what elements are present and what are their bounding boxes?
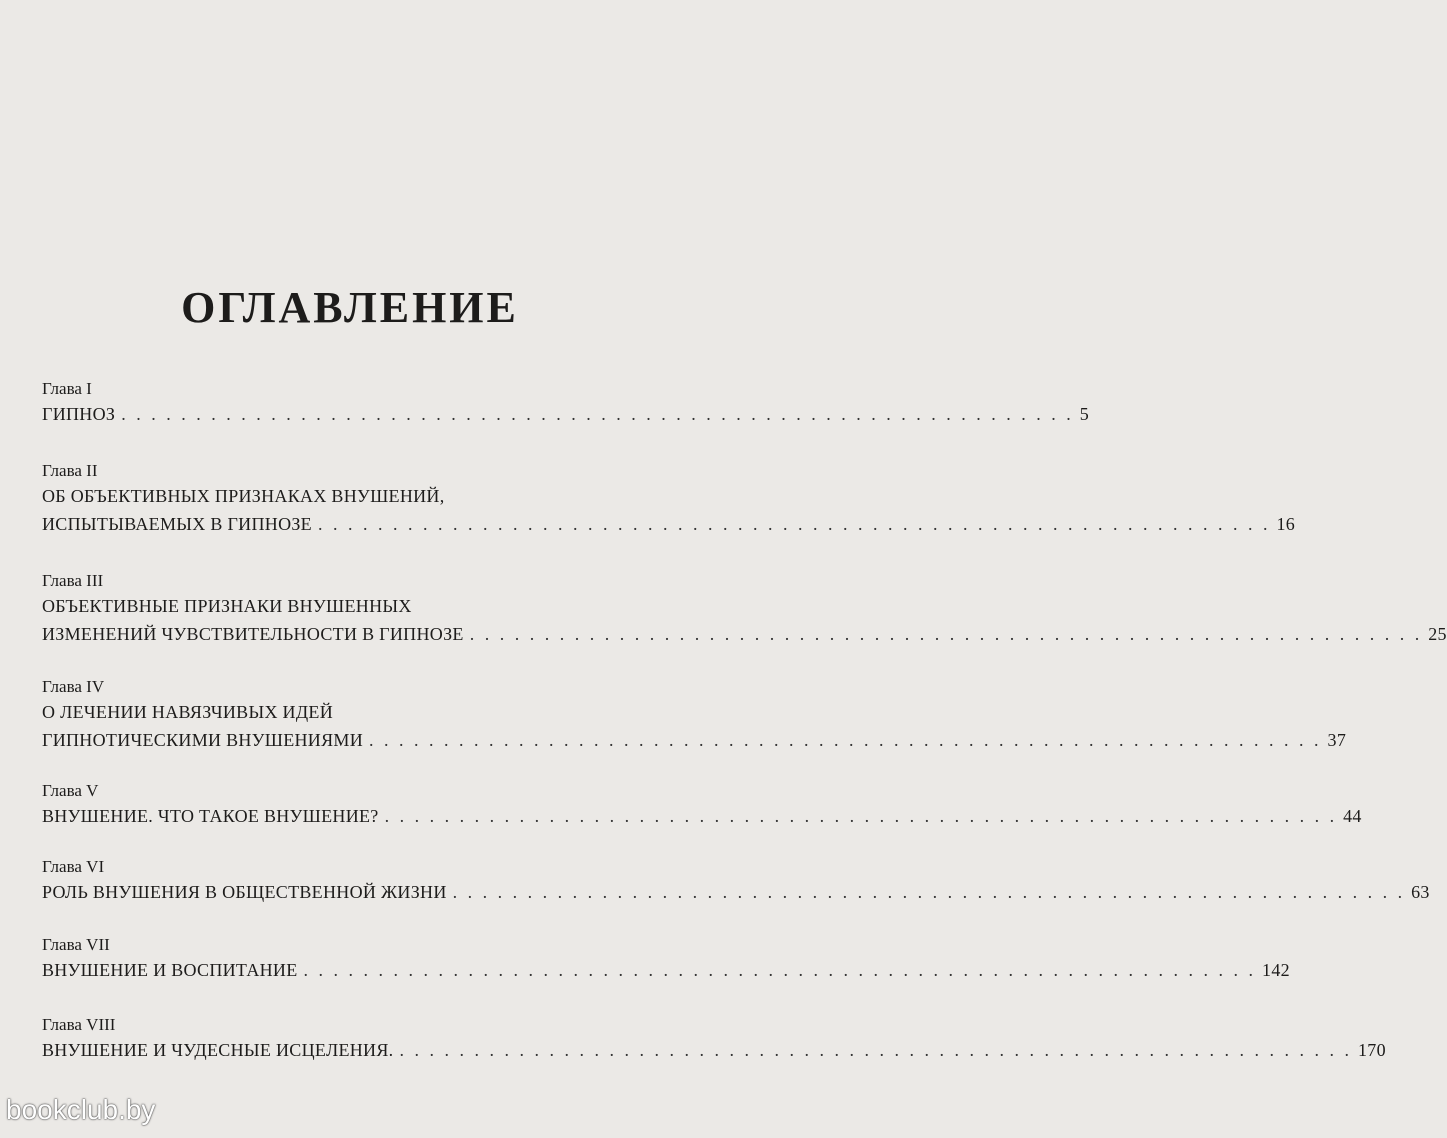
toc-line: ОБ ОБЪЕКТИВНЫХ ПРИЗНАКАХ ВНУШЕНИЙ, bbox=[42, 486, 445, 506]
page-number: 16 bbox=[1276, 514, 1296, 534]
toc-entry-4 bbox=[42, 676, 1347, 754]
toc-entry-2 bbox=[42, 460, 1296, 538]
chapter-title: ИЗМЕНЕНИЙ ЧУВСТВИТЕЛЬНОСТИ В ГИПНОЗЕ bbox=[42, 624, 464, 644]
chapter-label: Глава II bbox=[42, 461, 98, 480]
dot-leader: . . . . . . . . . . . . . . . . . . . . . . . . . . . . . . . . . . . . . . . . . . . . . . . . . . . . . . . . . . . . . . . . bbox=[317, 514, 1271, 534]
page-number: 44 bbox=[1343, 806, 1362, 826]
toc-line bbox=[42, 726, 1347, 754]
chapter-title: ВНУШЕНИЕ И ВОСПИТАНИЕ bbox=[42, 960, 298, 980]
chapter-label: Глава III bbox=[42, 571, 104, 590]
toc-line bbox=[42, 620, 1447, 648]
chapter-title: ГИПНОЗ bbox=[42, 404, 116, 424]
toc-line bbox=[42, 510, 1296, 538]
chapter-label: Глава VI bbox=[42, 857, 105, 876]
toc-entry-3 bbox=[42, 570, 1447, 648]
chapter-title: РОЛЬ ВНУШЕНИЯ В ОБЩЕСТВЕННОЙ ЖИЗНИ bbox=[42, 882, 447, 902]
dot-leader: . . . . . . . . . . . . . . . . . . . . . . . . . . . . . . . . . . . . . . . . . . . . . . . . . . . . . . . . . . . . . . . . bbox=[452, 882, 1406, 902]
toc-entry-7 bbox=[42, 934, 1290, 984]
toc-line bbox=[42, 956, 1290, 984]
watermark: bookclub.by bbox=[6, 1094, 156, 1125]
toc-line bbox=[42, 878, 1430, 906]
chapter-title: ГИПНОТИЧЕСКИМИ ВНУШЕНИЯМИ bbox=[42, 730, 364, 750]
page-number: 170 bbox=[1357, 1040, 1386, 1060]
page-number: 63 bbox=[1411, 882, 1430, 902]
chapter-title: ВНУШЕНИЕ. ЧТО ТАКОЕ ВНУШЕНИЕ? bbox=[42, 806, 379, 826]
chapter-label: Глава I bbox=[42, 379, 92, 398]
chapter-title: ВНУШЕНИЕ И ЧУДЕСНЫЕ ИСЦЕЛЕНИЯ. bbox=[42, 1040, 394, 1060]
toc-line bbox=[42, 1036, 1386, 1064]
chapter-label: Глава VIII bbox=[42, 1015, 116, 1034]
toc-line: О ЛЕЧЕНИИ НАВЯЗЧИВЫХ ИДЕЙ bbox=[42, 702, 334, 722]
page-number: 37 bbox=[1327, 730, 1347, 750]
dot-leader: . . . . . . . . . . . . . . . . . . . . . . . . . . . . . . . . . . . . . . . . . . . . . . . . . . . . . . . . . . . . . . . . bbox=[469, 624, 1423, 644]
page-number: 5 bbox=[1079, 404, 1090, 424]
page-number: 142 bbox=[1262, 960, 1290, 980]
page-title: ОГЛАВЛЕНИЕ bbox=[181, 283, 519, 332]
toc-entry-8 bbox=[42, 1014, 1386, 1064]
toc-line bbox=[42, 400, 1090, 428]
dot-leader: . . . . . . . . . . . . . . . . . . . . . . . . . . . . . . . . . . . . . . . . . . . . . . . . . . . . . . . . . . . . . . . . bbox=[121, 404, 1074, 424]
dot-leader: . . . . . . . . . . . . . . . . . . . . . . . . . . . . . . . . . . . . . . . . . . . . . . . . . . . . . . . . . . . . . . . . bbox=[303, 960, 1257, 980]
dot-leader: . . . . . . . . . . . . . . . . . . . . . . . . . . . . . . . . . . . . . . . . . . . . . . . . . . . . . . . . . . . . . . . . bbox=[399, 1040, 1352, 1060]
page-number: 25 bbox=[1428, 624, 1447, 644]
chapter-label: Глава VII bbox=[42, 935, 110, 954]
chapter-title: ИСПЫТЫВАЕМЫХ В ГИПНОЗЕ bbox=[42, 514, 312, 534]
toc-entry-6 bbox=[42, 856, 1430, 906]
dot-leader: . . . . . . . . . . . . . . . . . . . . . . . . . . . . . . . . . . . . . . . . . . . . . . . . . . . . . . . . . . . . . . . . bbox=[384, 806, 1338, 826]
toc-entry-5 bbox=[42, 780, 1362, 830]
chapter-label: Глава V bbox=[42, 781, 99, 800]
dot-leader: . . . . . . . . . . . . . . . . . . . . . . . . . . . . . . . . . . . . . . . . . . . . . . . . . . . . . . . . . . . . . . . . bbox=[369, 730, 1322, 750]
toc-line bbox=[42, 802, 1362, 830]
chapter-label: Глава IV bbox=[42, 677, 105, 696]
toc-entry-1 bbox=[42, 378, 1090, 428]
toc-line: ОБЪЕКТИВНЫЕ ПРИЗНАКИ ВНУШЕННЫХ bbox=[42, 596, 412, 616]
